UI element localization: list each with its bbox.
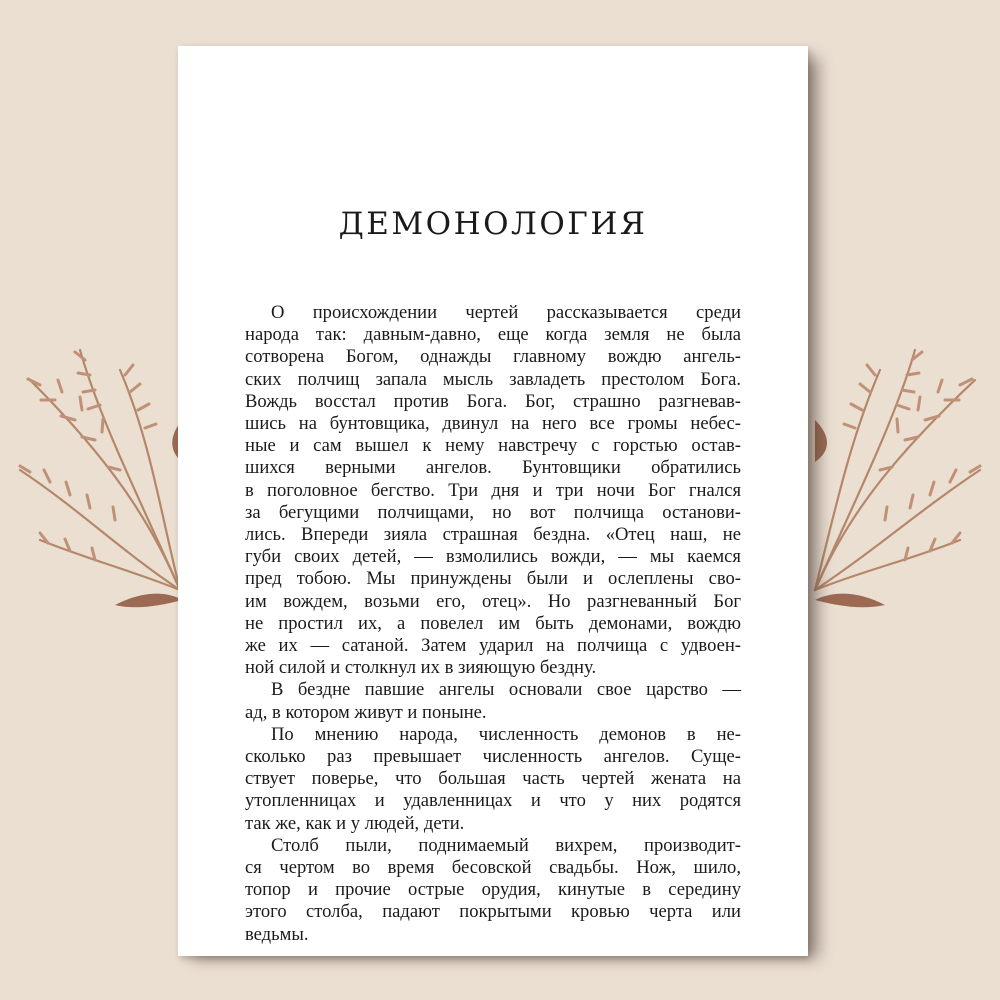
paragraph-3	[245, 724, 741, 835]
text-line: В бездне павшие ангелы основали свое царство —	[271, 679, 741, 701]
text-line: шихся верными ангелов. Бунтовщики обратились	[245, 457, 741, 479]
text-line: за бегущими полчищами, но вот полчища останови-	[245, 501, 741, 523]
page-title: ДЕМОНОЛОГИЯ	[338, 206, 648, 242]
text-line: ся чертом во время бесовской свадьбы. Нож, шило,	[245, 857, 741, 879]
text-line: этого столба, падают покрытыми кровью черта или	[245, 901, 741, 923]
text-line: ствует поверье, что большая часть чертей жената на	[245, 768, 741, 790]
text-line: О происхождении чертей рассказывается среди	[271, 302, 741, 323]
right-willow-branch	[815, 350, 980, 590]
text-line: так же, как и у людей, дети.	[245, 812, 465, 834]
book-page	[178, 46, 808, 956]
text-line: топор и прочие острые орудия, кинутые в середину	[245, 879, 741, 901]
text-line: утопленницах и удавленницах и что у них родятся	[245, 790, 741, 812]
text-line: лись. Впереди зияла страшная бездна. «Отец наш, не	[245, 524, 741, 546]
text-line: ные и сам вышел к нему навстречу с горстью остав-	[245, 435, 741, 457]
text-line: народа так: давным-давно, еще когда земля не была	[245, 324, 741, 346]
paragraph-2	[245, 679, 741, 723]
paragraph-1	[245, 302, 741, 679]
text-line: ной силой и столкнул их в зияющую бездну.	[245, 657, 597, 679]
text-line: сотворена Богом, однажды главному вождю ангель-	[245, 346, 741, 368]
text-line: По мнению народа, численность демонов в не-	[271, 723, 741, 745]
text-line: губи своих детей, — взмолились вожди, — мы каемся	[245, 546, 741, 568]
text-line: им вождем, возьми его, отец». Но разгневанный Бог	[245, 590, 741, 612]
text-line: же их — сатаной. Затем ударил на полчища с удвоен-	[245, 635, 741, 657]
text-line: Вождь восстал против Бога. Бог, страшно разгневав-	[245, 390, 741, 412]
text-line: ведьмы.	[245, 923, 309, 945]
left-willow-branch	[20, 350, 180, 590]
text-line: шись на бунтовщика, двинул на него все громы небес-	[245, 413, 741, 435]
text-line: сколько раз превышает численность ангелов. Суще-	[245, 746, 741, 768]
text-line: ад, в котором живут и поныне.	[245, 701, 487, 723]
text-line: не простил их, а повелел им быть демонами, вождю	[245, 612, 741, 634]
page-body-text	[245, 302, 741, 946]
text-line: в поголовное бегство. Три дня и три ночи Бог гнался	[245, 479, 741, 501]
paragraph-4	[245, 835, 741, 946]
text-line: ских полчищ запала мысль завладеть престолом Бога.	[245, 368, 741, 390]
text-line: Столб пыли, поднимаемый вихрем, производит-	[271, 834, 741, 856]
text-line: пред тобою. Мы принуждены были и ослеплены сво-	[245, 568, 741, 590]
